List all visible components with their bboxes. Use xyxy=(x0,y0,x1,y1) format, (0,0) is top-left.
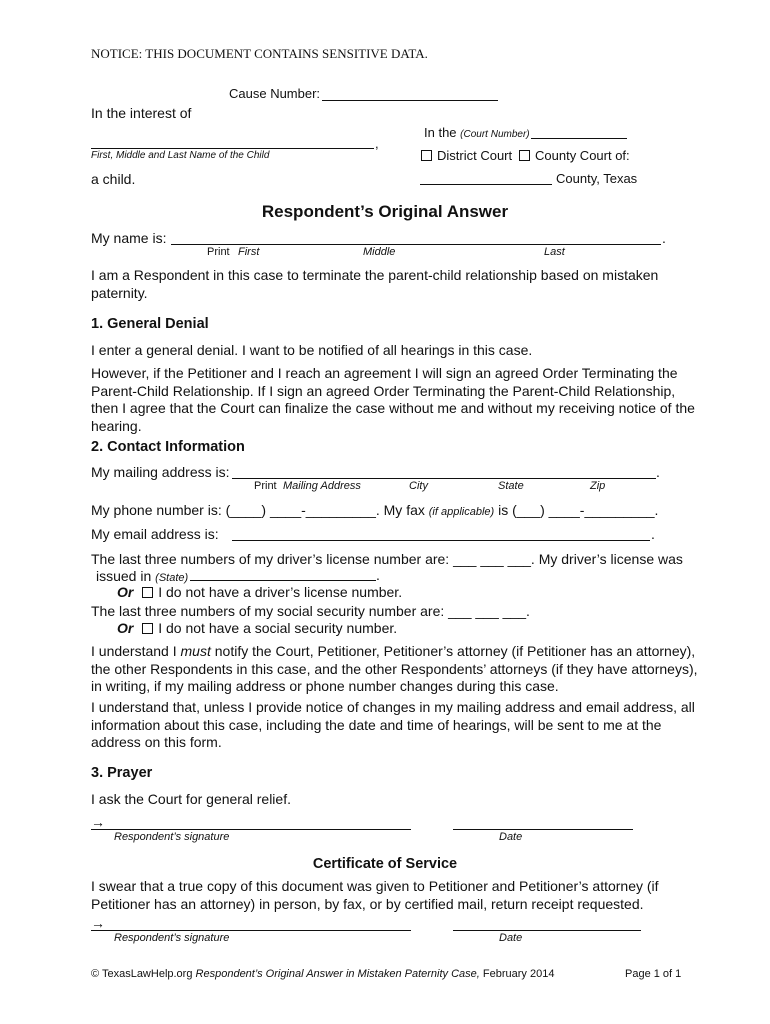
my-name-period: . xyxy=(662,230,666,246)
address-print-caption: Print xyxy=(254,480,277,492)
county-court-label: County Court of: xyxy=(535,148,630,163)
zip-caption: Zip xyxy=(590,480,606,492)
certificate-paragraph: I swear that a true copy of this document was given to Petitioner and Petitioner’s attorney (if Petitioner has an attorney) in person, by fax, or by certified mail, return receipt requested. xyxy=(91,878,659,912)
email-address-label: My email address is: xyxy=(91,526,219,542)
mailing-address-period: . xyxy=(656,464,660,480)
county-texas-label: County, Texas xyxy=(556,171,638,186)
signature-caption: Respondent’s signature xyxy=(114,831,230,843)
agreement-paragraph: However, if the Petitioner and I reach an agreement I will sign an agreed Order Terminating the Parent-Child Relationship. If I sign an agreed Order Terminating the Parent-Child Relationship, then I agree that the Court can finalize the case without me and without my receiving notice of the hearing. xyxy=(91,365,695,434)
child-name-caption: First, Middle and Last Name of the Child xyxy=(91,150,270,161)
county-court-checkbox[interactable] xyxy=(519,150,530,161)
or-label: Or xyxy=(117,584,134,600)
certificate-date-field[interactable] xyxy=(453,930,641,931)
issued-state-caption: (State) xyxy=(155,572,189,584)
county-court-option[interactable] xyxy=(519,148,630,163)
footer-citation xyxy=(91,968,554,980)
mailing-address-field[interactable] xyxy=(232,478,656,479)
issued-in-line xyxy=(96,568,188,584)
date-caption: Date xyxy=(499,831,523,843)
no-drivers-license-checkbox[interactable] xyxy=(142,587,153,598)
page-number: Page 1 of 1 xyxy=(625,968,682,980)
certificate-signature-caption: Respondent’s signature xyxy=(114,932,230,944)
email-address-period: . xyxy=(651,526,655,542)
notice-of-changes-paragraph: I understand that, unless I provide notice of changes in my mailing address and email address, all information about this case, including the date and time of hearings, will be sent to me at the address on this form. xyxy=(91,699,695,750)
issued-in-label: issued in xyxy=(96,568,152,584)
no-drivers-license-option[interactable] xyxy=(117,584,402,600)
district-court-checkbox[interactable] xyxy=(421,150,432,161)
name-print-caption: Print xyxy=(207,246,230,258)
phone-label: My phone number is: (____) ____-_________. My fax xyxy=(91,502,425,518)
county-name-field[interactable] xyxy=(420,184,552,185)
no-ssn-label: I do not have a social security number. xyxy=(158,620,398,636)
certificate-arrow-icon: → xyxy=(91,915,105,931)
signature-arrow-icon: → xyxy=(91,814,105,830)
city-caption: City xyxy=(409,480,428,492)
mailing-address-label: My mailing address is: xyxy=(91,464,230,480)
phone-fax-line[interactable] xyxy=(91,502,658,518)
no-ssn-option[interactable] xyxy=(117,620,397,636)
footer-date: February 2014 xyxy=(482,968,555,980)
no-ssn-checkbox[interactable] xyxy=(142,623,153,634)
district-court-label: District Court xyxy=(437,148,513,163)
prayer-heading: 3. Prayer xyxy=(91,765,153,781)
in-the-label xyxy=(424,125,530,140)
notify-post: notify the Court, Petitioner, Petitioner’s attorney (if Petitioner has an attorney), the other Respondents in this case, and the other Respondents’ attorneys (if they have attorneys), in writing, if my mailing address or phone number changes during this case. xyxy=(91,643,698,694)
in-interest-of-label: In the interest of xyxy=(91,105,192,121)
drivers-license-line: The last three numbers of my driver’s license number are: ___ ___ ___. My driver’s license was xyxy=(91,551,683,567)
no-drivers-license-label: I do not have a driver’s license number. xyxy=(158,584,403,600)
intro-paragraph: I am a Respondent in this case to terminate the parent-child relationship based on mistaken paternity. xyxy=(91,267,659,301)
footer-doc-name: Respondent’s Original Answer in Mistaken Paternity Case, xyxy=(195,968,480,980)
name-last-caption: Last xyxy=(544,246,565,258)
notify-pre: I understand I xyxy=(91,643,177,659)
prayer-paragraph: I ask the Court for general relief. xyxy=(91,791,291,807)
child-name-field[interactable] xyxy=(91,148,374,149)
email-address-field[interactable] xyxy=(232,540,650,541)
certificate-of-service-heading: Certificate of Service xyxy=(312,856,458,872)
fax-label: is (___) ____-_________. xyxy=(498,502,659,518)
name-first-caption: First xyxy=(238,246,260,258)
my-name-label: My name is: xyxy=(91,230,167,246)
footer-copyright: © TexasLawHelp.org xyxy=(91,968,193,980)
general-denial-heading: 1. General Denial xyxy=(91,316,209,332)
my-name-field[interactable] xyxy=(171,244,661,245)
fax-if-applicable: (if applicable) xyxy=(428,506,495,518)
notify-must: must xyxy=(180,643,211,659)
document-title: Respondent’s Original Answer xyxy=(261,202,509,221)
name-middle-caption: Middle xyxy=(363,246,396,258)
court-number-caption: (Court Number) xyxy=(460,129,530,140)
issued-period: . xyxy=(376,567,380,583)
in-the-text: In the xyxy=(424,125,457,140)
child-name-comma: , xyxy=(375,136,379,151)
notify-changes-paragraph xyxy=(91,643,701,696)
ssn-line: The last three numbers of my social security number are: ___ ___ ___. xyxy=(91,603,530,619)
court-number-field[interactable] xyxy=(531,138,627,139)
cause-number-label: Cause Number: xyxy=(229,86,321,101)
mailing-address-caption: Mailing Address xyxy=(283,480,361,492)
state-caption: State xyxy=(498,480,524,492)
or-label-ssn: Or xyxy=(117,620,134,636)
a-child-label: a child. xyxy=(91,171,136,187)
issued-state-field[interactable] xyxy=(190,580,376,581)
sensitive-data-notice: NOTICE: THIS DOCUMENT CONTAINS SENSITIVE DATA. xyxy=(91,46,428,61)
cause-number-field[interactable] xyxy=(322,100,498,101)
contact-information-heading: 2. Contact Information xyxy=(91,439,245,455)
certificate-signature-field[interactable] xyxy=(91,930,411,931)
signature-date-field[interactable] xyxy=(453,829,633,830)
certificate-date-caption: Date xyxy=(499,932,523,944)
general-denial-paragraph: I enter a general denial. I want to be notified of all hearings in this case. xyxy=(91,342,533,358)
district-court-option[interactable] xyxy=(421,148,512,163)
respondent-signature-field[interactable] xyxy=(91,829,411,830)
